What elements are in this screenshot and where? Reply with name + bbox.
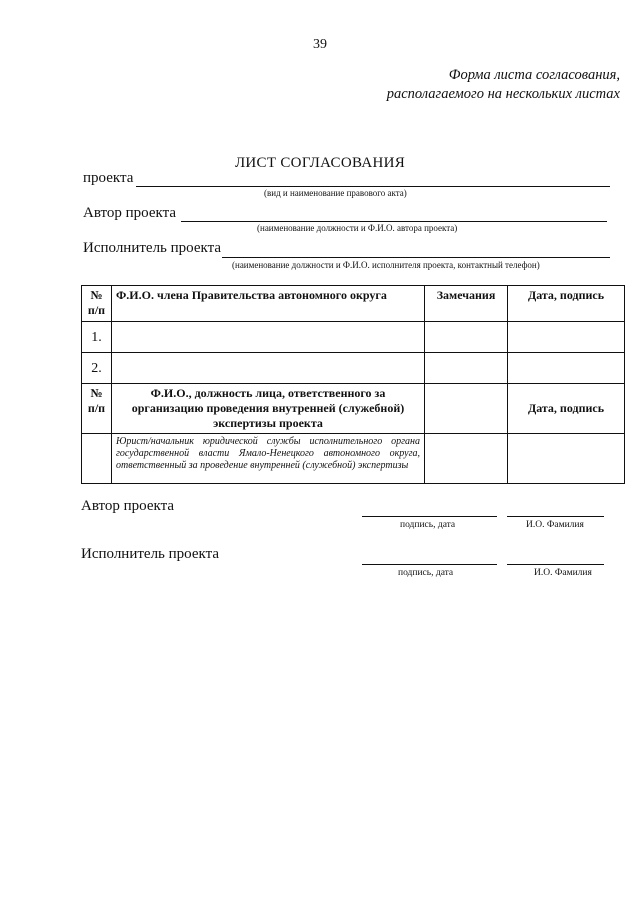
row-number: 1.	[82, 322, 112, 353]
executor-name-hint: И.О. Фамилия	[534, 568, 592, 578]
row-number-empty	[82, 434, 112, 484]
project-line[interactable]	[136, 186, 610, 187]
table-header-row	[82, 286, 625, 322]
author-hint: (наименование должности и Ф.И.О. автора проекта)	[257, 223, 458, 233]
row-remarks-cell[interactable]	[425, 434, 508, 484]
header-num: № п/п	[82, 286, 112, 322]
row-remarks-cell[interactable]	[425, 322, 508, 353]
executor-sign-date-hint: подпись, дата	[398, 568, 454, 578]
page-number: 39	[313, 37, 327, 52]
signature-author-label: Автор проекта	[81, 498, 175, 514]
table-row[interactable]	[82, 353, 625, 384]
author-label: Автор проекта	[83, 205, 177, 221]
executor-line[interactable]	[222, 257, 610, 258]
row-fio-cell[interactable]	[112, 322, 425, 353]
header2-num: № п/п	[82, 384, 112, 434]
table-row[interactable]	[82, 322, 625, 353]
table-header2-row	[82, 384, 625, 434]
executor-label: Исполнитель проекта	[83, 240, 222, 256]
row-remarks-cell[interactable]	[425, 353, 508, 384]
signature-executor-label: Исполнитель проекта	[81, 546, 220, 562]
header-fio: Ф.И.О. члена Правительства автономного округа	[112, 286, 425, 322]
author-line[interactable]	[181, 221, 607, 222]
project-label: проекта	[83, 170, 134, 186]
form-title-line2: располагаемого на нескольких листах	[386, 86, 620, 102]
form-title-line1: Форма листа согласования,	[448, 67, 620, 83]
approval-table	[81, 285, 625, 484]
form-title	[387, 66, 620, 104]
row-date-sign-cell[interactable]	[508, 353, 625, 384]
row-date-sign-cell[interactable]	[508, 434, 625, 484]
header-date-sign: Дата, подпись	[508, 286, 625, 322]
header2-date-sign: Дата, подпись	[508, 384, 625, 434]
executor-signature-line[interactable]	[362, 564, 497, 565]
author-signature-line[interactable]	[362, 516, 497, 517]
lawyer-text: Юрист/начальник юридической службы исполнительного органа государственной власти Ямало-Ненецкого автономного округа, ответственный за проведение внутренней (служебной) экспертизы	[112, 434, 425, 484]
executor-hint: (наименование должности и Ф.И.О. исполнителя проекта, контактный телефон)	[232, 260, 540, 270]
author-sign-date-hint: подпись, дата	[400, 520, 456, 530]
header2-fio: Ф.И.О., должность лица, ответственного за организацию проведения внутренней (служебной) экспертизы проекта	[112, 384, 425, 434]
project-hint: (вид и наименование правового акта)	[264, 188, 407, 198]
header2-remarks-cell[interactable]	[425, 384, 508, 434]
author-name-line[interactable]	[507, 516, 604, 517]
executor-name-line[interactable]	[507, 564, 604, 565]
row-fio-cell[interactable]	[112, 353, 425, 384]
author-name-hint: И.О. Фамилия	[526, 520, 584, 530]
document-title: ЛИСТ СОГЛАСОВАНИЯ	[234, 155, 406, 171]
row-date-sign-cell[interactable]	[508, 322, 625, 353]
table-row[interactable]	[82, 434, 625, 484]
row-number: 2.	[82, 353, 112, 384]
header-remarks: Замечания	[425, 286, 508, 322]
